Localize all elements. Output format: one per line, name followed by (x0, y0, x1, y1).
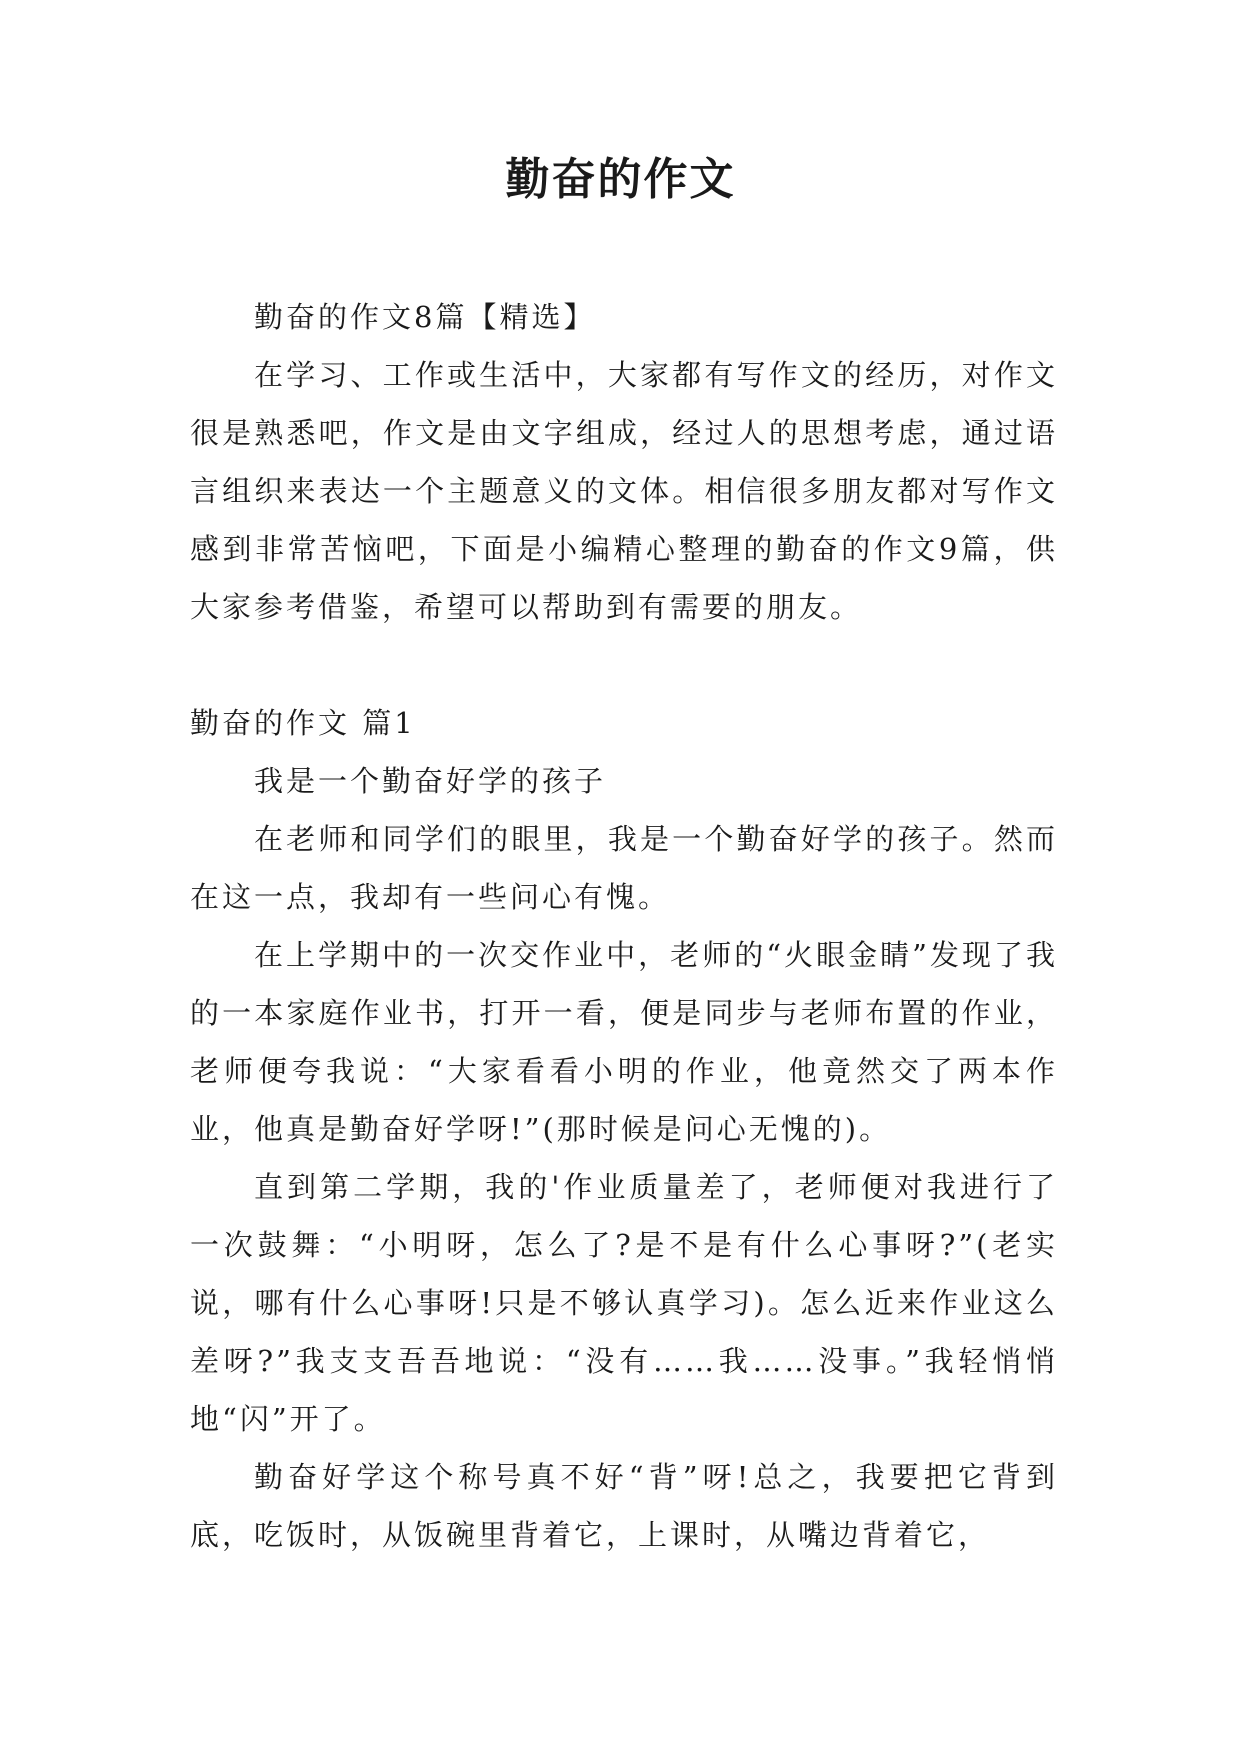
document-body (190, 288, 1058, 1564)
essay-title: 我是一个勤奋好学的孩子 (254, 764, 607, 798)
section-heading: 勤奋的作文 篇1 (190, 706, 416, 740)
intro-paragraph: 在学习、工作或生活中，大家都有写作文的经历，对作文很是熟悉吧，作文是由文字组成，经过人的思想考虑，通过语言组织来表达一个主题意义的文体。相信很多朋友都对写作文感到非常苦恼吧，下面是小编精心整理的勤奋的作文9篇，供大家参考借鉴，希望可以帮助到有需要的朋友。 (190, 358, 1058, 624)
essay-paragraph: 直到第二学期，我的'作业质量差了，老师便对我进行了一次鼓舞：“小明呀，怎么了?是不是有什么心事呀?”(老实说，哪有什么心事呀!只是不够认真学习)。怎么近来作业这么差呀?”我支支吾吾地说：“没有……我……没事。”我轻悄悄地“闪”开了。 (190, 1170, 1058, 1436)
document-title: 勤奋的作文 (505, 154, 736, 205)
essay-paragraph: 勤奋好学这个称号真不好“背”呀!总之，我要把它背到底，吃饭时，从饭碗里背着它，上课时，从嘴边背着它， (190, 1460, 1058, 1552)
subtitle-paragraph: 勤奋的作文8篇【精选】 (254, 300, 596, 334)
essay-paragraph: 在上学期中的一次交作业中，老师的“火眼金睛”发现了我的一本家庭作业书，打开一看，便是同步与老师布置的作业，老师便夸我说：“大家看看小明的作业，他竟然交了两本作业，他真是勤奋好学呀!”(那时候是问心无愧的)。 (190, 938, 1058, 1146)
essay-paragraph: 在老师和同学们的眼里，我是一个勤奋好学的孩子。然而在这一点，我却有一些问心有愧。 (190, 822, 1058, 914)
